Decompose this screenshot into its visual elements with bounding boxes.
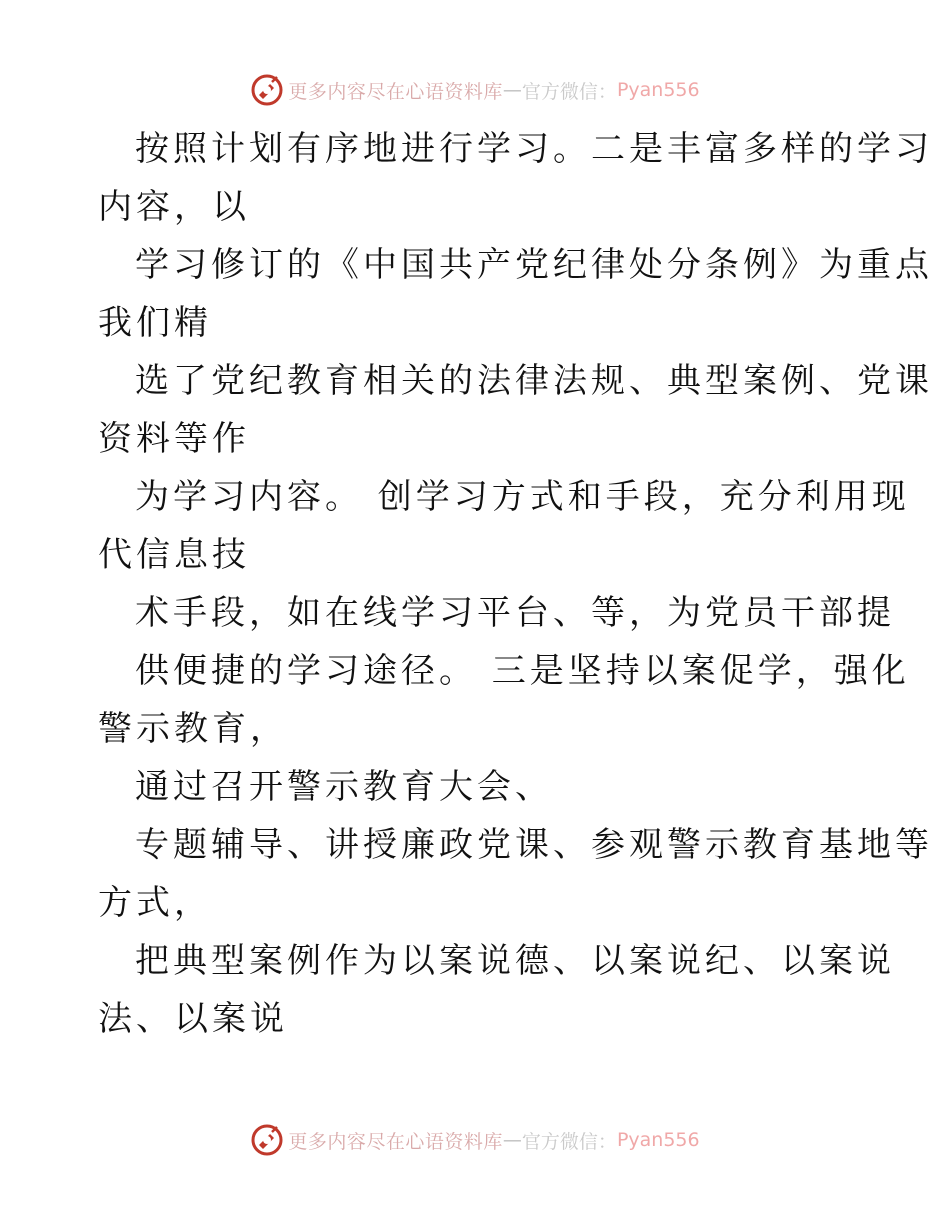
banner-wechat-id: Pyan556 xyxy=(616,79,700,101)
text-line: 我们精 xyxy=(98,303,212,343)
text-line: 术手段，如在线学习平台、等，为党员干部提 xyxy=(135,593,895,633)
text-line: 方式， xyxy=(98,883,212,923)
text-line: 选了党纪教育相关的法律法规、典型案例、党课 xyxy=(135,361,933,401)
header-banner xyxy=(0,70,950,110)
banner-separator: — xyxy=(502,1129,522,1151)
banner-title: 更多内容尽在心语资料库 xyxy=(288,1130,503,1153)
footer-banner xyxy=(0,1120,950,1160)
banner-title: 更多内容尽在心语资料库 xyxy=(288,80,503,103)
text-line: 法、以案说 xyxy=(98,999,288,1039)
text-line: 专题辅导、讲授廉政党课、参观警示教育基地等 xyxy=(135,825,933,865)
text-line: 内容，以 xyxy=(98,187,250,227)
text-line: 供便捷的学习途径。 三是坚持以案促学，强化 xyxy=(135,651,910,691)
brand-logo-icon xyxy=(250,1123,284,1157)
document-body xyxy=(98,120,933,1048)
text-line: 代信息技 xyxy=(98,535,250,575)
text-line: 学习修订的《中国共产党纪律处分条例》为重点 xyxy=(135,245,933,285)
text-line: 警示教育， xyxy=(98,709,288,749)
text-line: 按照计划有序地进行学习。二是丰富多样的学习 xyxy=(135,129,933,169)
text-line: 把典型案例作为以案说德、以案说纪、以案说 xyxy=(135,941,895,981)
text-line: 资料等作 xyxy=(98,419,250,459)
text-line: 通过召开警示教育大会、 xyxy=(135,767,553,807)
text-line: 为学习内容。 创学习方式和手段，充分利用现 xyxy=(135,477,910,517)
banner-wechat-id: Pyan556 xyxy=(616,1129,700,1151)
banner-wechat-label: 官方微信： xyxy=(521,80,617,103)
banner-separator: — xyxy=(502,79,522,101)
banner-wechat-label: 官方微信： xyxy=(521,1130,617,1153)
brand-logo-icon xyxy=(250,73,284,107)
